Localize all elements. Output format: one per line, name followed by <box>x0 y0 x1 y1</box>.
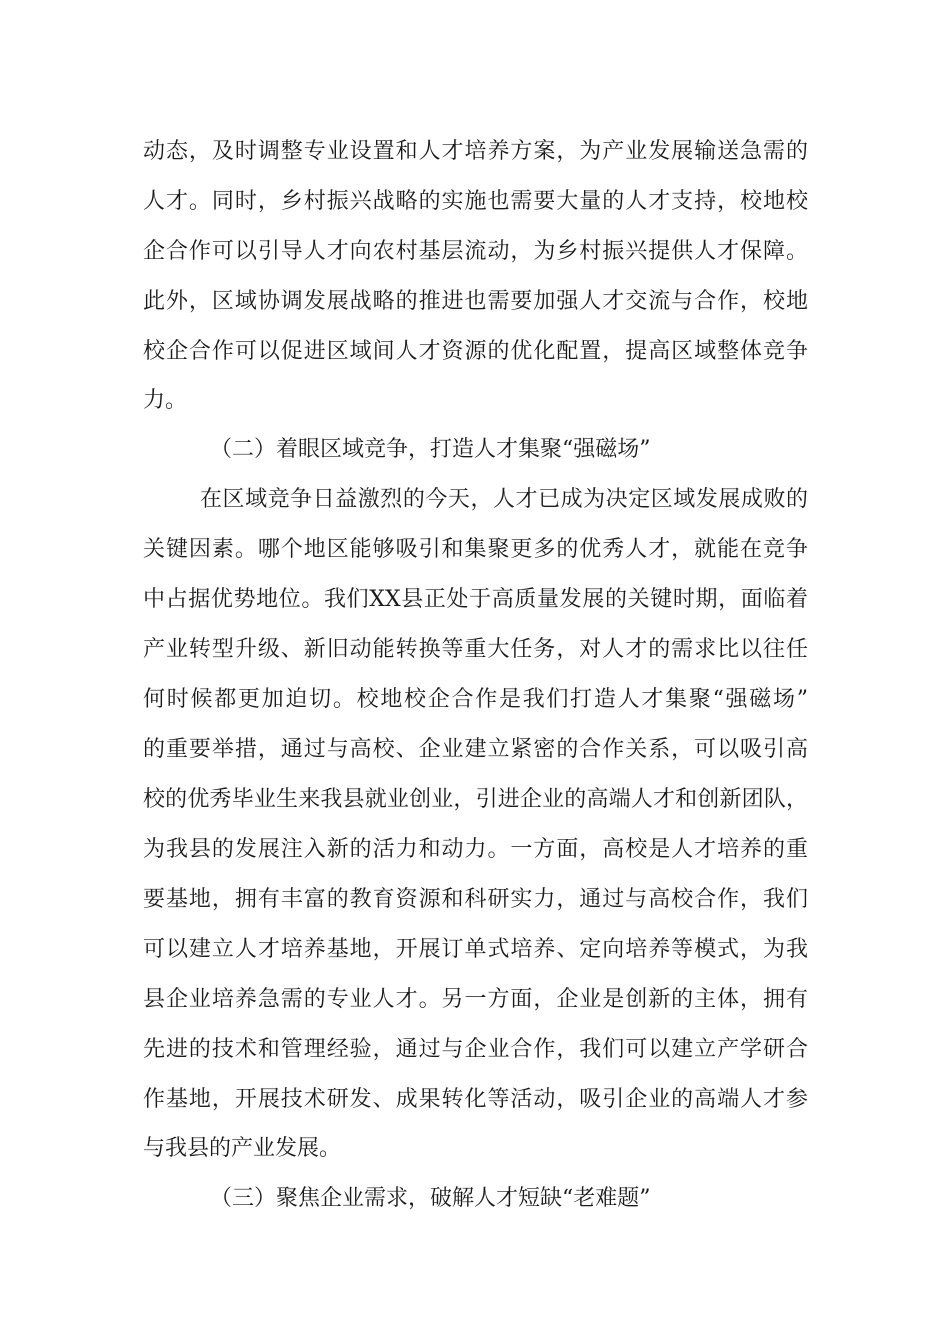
paragraph-1-line-5: 校企合作可以促进区域间人才资源的优化配置，提高区域整体竞争 <box>143 339 808 364</box>
paragraph-2-line-12: 先进的技术和管理经验，通过与企业合作，我们可以建立产学研合 <box>143 1037 808 1062</box>
paragraph-2-line-3: 中占据优势地位。我们XX县正处于高质量发展的关键时期，面临着 <box>143 587 808 612</box>
section-heading-3: （三）聚焦企业需求，破解人才短缺“老难题” <box>210 1186 651 1211</box>
paragraph-2-line-13: 作基地，开展技术研发、成果转化等活动，吸引企业的高端人才参 <box>143 1087 808 1112</box>
paragraph-2-line-1: 在区域竞争日益激烈的今天，人才已成为决定区域发展成败的 <box>200 487 808 512</box>
section-heading-2: （二）着眼区域竞争，打造人才集聚“强磁场” <box>210 437 651 462</box>
paragraph-2-line-14: 与我县的产业发展。 <box>143 1136 342 1161</box>
paragraph-1-line-6: 力。 <box>143 388 188 413</box>
paragraph-2-line-8: 为我县的发展注入新的活力和动力。一方面，高校是人才培养的重 <box>143 837 808 862</box>
paragraph-2-line-10: 可以建立人才培养基地，开展订单式培养、定向培养等模式，为我 <box>143 937 808 962</box>
paragraph-2-line-7: 校的优秀毕业生来我县就业创业，引进企业的高端人才和创新团队， <box>143 787 808 812</box>
paragraph-2-line-9: 要基地，拥有丰富的教育资源和科研实力，通过与高校合作，我们 <box>143 887 808 912</box>
paragraph-2-line-5: 何时候都更加迫切。校地校企合作是我们打造人才集聚“强磁场” <box>143 687 808 712</box>
paragraph-1-line-4: 此外，区域协调发展战略的推进也需要加强人才交流与合作，校地 <box>143 289 808 314</box>
paragraph-1-line-1: 动态，及时调整专业设置和人才培养方案，为产业发展输送急需的 <box>143 139 808 164</box>
paragraph-2-line-11: 县企业培养急需的专业人才。另一方面，企业是创新的主体，拥有 <box>143 987 808 1012</box>
paragraph-2-line-4: 产业转型升级、新旧动能转换等重大任务，对人才的需求比以往任 <box>143 637 808 662</box>
paragraph-1-line-3: 企合作可以引导人才向农村基层流动，为乡村振兴提供人才保障。 <box>143 239 808 264</box>
paragraph-1-line-2: 人才。同时，乡村振兴战略的实施也需要大量的人才支持，校地校 <box>143 189 808 214</box>
paragraph-2-line-6: 的重要举措，通过与高校、企业建立紧密的合作关系，可以吸引高 <box>143 737 808 762</box>
paragraph-2-line-2: 关键因素。哪个地区能够吸引和集聚更多的优秀人才，就能在竞争 <box>143 537 808 562</box>
